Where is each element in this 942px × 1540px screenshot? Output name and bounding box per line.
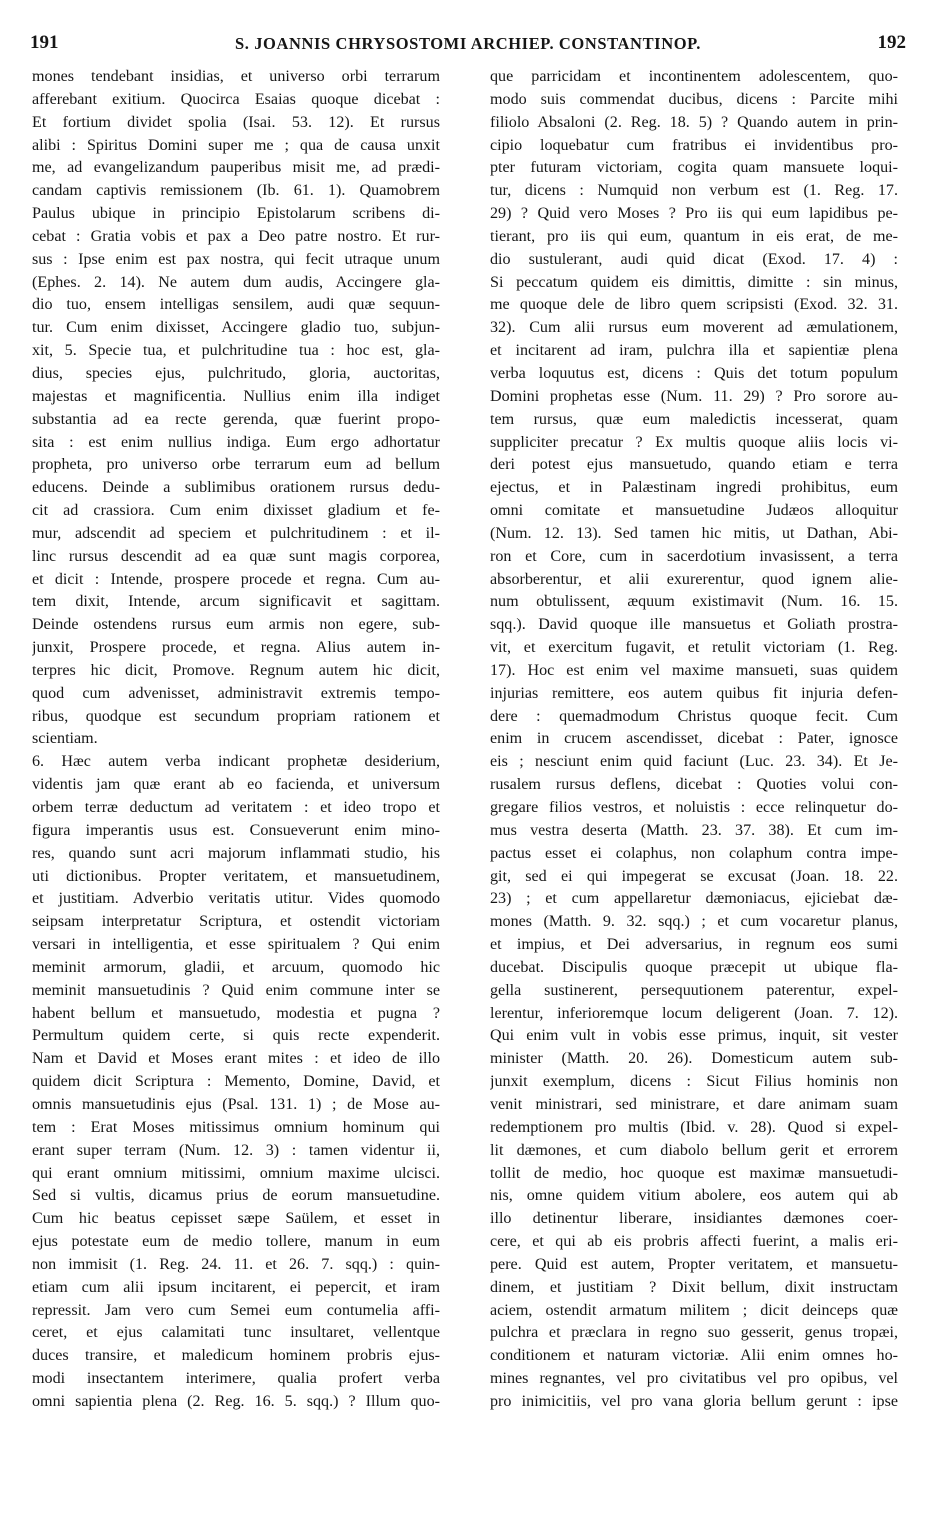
text-line: deri potest ejus mansuetudo, quando etiam e terra: [490, 456, 898, 474]
text-line: xit, 5. Specie tua, et pulchritudine tua : hoc est, gla-: [32, 342, 440, 360]
text-line: eis ; nesciunt enim quid faciunt (Luc. 23. 34). Et Je-: [490, 753, 898, 771]
text-line: dius, species ejus, pulchritudo, gloria, auctoritas,: [32, 364, 440, 382]
text-line: pactus esset ei colaphus, non colaphum contra impe-: [490, 844, 898, 862]
text-line: qui erant omnium mitissimi, omnium maxime ulcisci.: [32, 1164, 440, 1182]
running-header: [30, 32, 906, 62]
text-line: Cum hic beatus cepisset sæpe Saülem, et esset in: [32, 1210, 440, 1228]
text-line: tem : Erat Moses mitissimus omnium hominum qui: [32, 1118, 440, 1136]
text-line: Sed si vultis, dicamus prius de eorum mansuetudine.: [32, 1187, 440, 1205]
text-line: ejus potestate eum de medio tollere, manum in eum: [32, 1233, 440, 1251]
text-line: educens. Deinde a sublimibus orationem rursus dedu-: [32, 479, 440, 497]
text-line: et dicit : Intende, prospere procede et regna. Cum au-: [32, 570, 440, 588]
text-line: tem rursus, quæ eum maledictis incesserat, quam: [490, 410, 898, 428]
text-line: git, sed ei qui impegerat se excusat (Joan. 18. 22.: [490, 867, 898, 885]
text-line: candam captivis remissionem (Ib. 61. 1). Quamobrem: [32, 182, 440, 200]
page-number-right: 192: [877, 32, 906, 53]
text-line: seipsam interpretatur Scriptura, et ostendit victoriam: [32, 913, 440, 931]
text-line: etiam cum alii ipsum incitarent, ei pepercit, et iram: [32, 1278, 440, 1296]
text-line: figura imperantis usus est. Consueverunt enim mino-: [32, 821, 440, 839]
text-line: pere. Quid est autem, Propter veritatem, et mansuetu-: [490, 1255, 898, 1273]
text-line: videntis jam quæ erant ab eo facienda, et universum: [32, 776, 440, 794]
text-line: afferebant exitium. Quocirca Esaias quoque dicebat :: [32, 90, 440, 108]
text-line: tem dixit, Intende, arcum significavit et sagittam.: [32, 593, 440, 611]
text-line: mus vestra deserta (Matth. 23. 37. 38). Et cum im-: [490, 821, 898, 839]
text-line: 32). Cum alii rursus eum moverent ad æmulationem,: [490, 319, 898, 337]
text-line: lit dæmones, et cum diabolo bellum gerit et errorem: [490, 1141, 898, 1159]
text-line: substantia ad ea recte gerenda, quæ fuerint propo-: [32, 410, 440, 428]
text-line: dinem, et justitiam ? Dixit bellum, dixit instructam: [490, 1278, 898, 1296]
text-line: mones (Matth. 9. 32. sqq.) ; et cum vocaretur planus,: [490, 913, 898, 931]
text-line: Deinde ostendens rursus eum armis non egere, sub-: [32, 616, 440, 634]
text-line: omni comitate et mansuetudine Judæos alloquitur: [490, 502, 898, 520]
text-line: conditionem et naturam victoriæ. Alii enim omnes ho-: [490, 1347, 898, 1365]
text-line: erant super terram (Num. 12. 3) : tamen videntur ii,: [32, 1141, 440, 1159]
text-line: propheta, pro universo orbe terrarum eum ad bellum: [32, 456, 440, 474]
text-line: 29) ? Quid vero Moses ? Pro iis qui eum lapidibus pe-: [490, 205, 898, 223]
text-line: lerentur, inferioremque locum deligerent (Joan. 7. 12).: [490, 1004, 898, 1022]
text-line: orbem terræ deductum ad veritatem : et ideo tropo et: [32, 799, 440, 816]
text-line: non immisit (1. Reg. 24. 11. et 26. 7. sqq.) : quin-: [32, 1255, 440, 1273]
text-line: tur. Cum enim dixisset, Accingere gladio tuo, subjun-: [32, 319, 440, 337]
text-line: duces transire, et maledicum hominem probris ejus-: [32, 1347, 440, 1365]
text-line: me quoque dele de libro quem scripsisti (Exod. 32. 31.: [490, 296, 898, 314]
text-line: et justitiam. Adverbio veritatis utitur. Vides quomodo: [32, 890, 440, 908]
text-line: cere, et qui ab eis probris affecti fuerint, a malis eri-: [490, 1233, 898, 1251]
text-line: et incitarent ad iram, pulchra illa et sapientiæ plena: [490, 342, 898, 360]
text-line: injurias remittere, eos autem quibus fit injuria defen-: [490, 684, 898, 702]
running-title: S. JOANNIS CHRYSOSTOMI ARCHIEP. CONSTANTINOP.: [234, 34, 702, 53]
text-line: me, ad evangelizandum pauperibus misit me, ad prædi-: [32, 159, 440, 177]
text-line: tollit de medio, hoc quoque est maximæ mansuetudi-: [490, 1164, 898, 1182]
text-line: sita : est enim nullius indiga. Eum ergo adhortatur: [32, 433, 440, 451]
text-line: meminit armorum, gladii, et arcuum, quomodo hic: [32, 958, 440, 976]
text-line: minister (Matth. 20. 26). Domesticum autem sub-: [490, 1050, 898, 1068]
text-line: quod cum advenisset, administravit extremis tempo-: [32, 684, 440, 702]
text-line: pter futuram victoriam, cogita quam mansuete loqui-: [490, 159, 898, 177]
text-line: gregare filios vestros, et noluistis : ecce relinquetur do-: [490, 799, 898, 816]
text-line: dere : quemadmodum Christus quoque fecit. Cum: [490, 707, 898, 725]
text-line: aciem, ostendit armatum militem ; dicit deinceps quæ: [490, 1301, 898, 1319]
text-line: repressit. Jam vero cum Semei eum contumelia affi-: [32, 1301, 440, 1319]
text-line: redemptionem pro multis (Ibid. v. 28). Quod si expel-: [490, 1118, 898, 1136]
text-line: pro inimicitiis, vel pro vana gloria bellum gerunt : ipse: [490, 1392, 898, 1410]
text-line: Et fortium dividet spolia (Isai. 53. 12). Et rursus: [32, 113, 440, 131]
text-line: junxit exemplum, dicens : Sicut Filius hominis non: [490, 1073, 898, 1091]
text-line: et impius, et Dei adversarius, in regnum eos sumi: [490, 936, 898, 954]
text-line: num obtulissent, æquum existimavit (Num. 16. 15.: [490, 593, 898, 611]
text-line: illo detinentur liberare, insidiantes dæmones coer-: [490, 1210, 898, 1228]
text-line: vit, et exercitum fugavit, et retulit victoriam (1. Reg.: [490, 639, 898, 657]
text-line: gella sustinerent, persequutionem paterentur, expel-: [490, 981, 898, 999]
text-line: tierant, pro iis qui eum, quantum in eis erat, de me-: [490, 227, 898, 245]
page-number-left: 191: [30, 32, 59, 53]
text-line: enim in crucem ascendisset, dicebat : Pater, ignosce: [490, 730, 898, 748]
text-line: ejectus, et in Palæstinam ingredi prohibitus, eum: [490, 479, 898, 497]
text-line: res, quando sunt acri majorum inflammati studio, his: [32, 844, 440, 862]
left-column: [32, 66, 440, 1414]
text-line: Paulus ubique in principio Epistolarum scribens di-: [32, 205, 440, 223]
text-line: mines regnantes, vel pro civitatibus vel pro opibus, vel: [490, 1370, 898, 1388]
text-line: versari in intelligentia, et esse spiritualem ? Qui enim: [32, 936, 440, 954]
right-column: [490, 66, 898, 1414]
text-line: filiolo Absaloni (2. Reg. 18. 5) ? Quando autem in prin-: [490, 113, 898, 131]
text-line: junxit, Prospere procede, et regna. Alius autem in-: [32, 639, 440, 657]
text-line: venit ministrari, sed ministrare, et dare animam suam: [490, 1095, 898, 1113]
text-line: cit ad crassiora. Cum enim dixisset gladium et fe-: [32, 502, 440, 520]
text-line: absorberentur, et alii exurerentur, quod ignem alie-: [490, 570, 898, 588]
text-line: mones tendebant insidias, et universo orbi terrarum: [32, 68, 440, 85]
text-line: cipio loquebatur cum fratribus ei invidentibus pro-: [490, 136, 898, 154]
text-line: pulchra et præclara in regno suo gesserit, genus tropæi,: [490, 1324, 898, 1342]
text-line: nis, omne quidem vitium abolere, eos autem qui ab: [490, 1187, 898, 1205]
text-line: modo suis commendat ducibus, dicens : Parcite mihi: [490, 90, 898, 108]
text-line: tur, dicens : Numquid non verbum est (1. Reg. 17.: [490, 182, 898, 200]
text-line: rusalem rursus deflens, dicebat : Quoties volui con-: [490, 776, 898, 794]
text-line: (Ephes. 2. 14). Ne autem dum audis, Accingere gla-: [32, 273, 440, 291]
text-line: linc rursus descendit ad ea quæ sunt magis corporea,: [32, 547, 440, 565]
text-line: scientiam.: [32, 730, 98, 748]
text-line: ceret, et ejus calamitati tunc insultaret, vellentque: [32, 1324, 440, 1342]
text-line: uti dictionibus. Propter veritatem, et mansuetudinem,: [32, 867, 440, 885]
text-line: dio tuo, ensem intelligas sensilem, audi quæ sequun-: [32, 296, 440, 314]
text-line: Qui enim vult in vobis esse primus, inquit, sit vester: [490, 1027, 898, 1045]
text-line: cebat : Gratia vobis et pax a Deo patre nostro. Et rur-: [32, 227, 440, 245]
text-line: quidem dicit Scriptura : Memento, Domine, David, et: [32, 1073, 440, 1091]
text-line: alibi : Spiritus Domini super me ; qua de causa unxit: [32, 136, 440, 154]
text-line: 6. Hæc autem verba indicant prophetæ desiderium,: [32, 753, 440, 771]
text-line: meminit mansuetudinis ? Quid enim commune inter se: [32, 981, 440, 999]
text-line: majestas et magnificentia. Nullius enim illa indiget: [32, 387, 440, 405]
text-line: Permultum quidem certe, si quis recte expenderit.: [32, 1027, 440, 1045]
text-line: ron et Core, cum in sacerdotium invasissent, a terra: [490, 547, 898, 565]
text-line: suppliciter precatur ? Ex multis quoque aliis locis vi-: [490, 433, 898, 451]
text-line: 23) ; et cum appellaretur dæmoniacus, ejiciebat dæ-: [490, 890, 898, 908]
text-line: verba loquutus est, dicens : Quis det totum populum: [490, 364, 898, 382]
text-line: que parricidam et incontinentem adolescentem, quo-: [490, 68, 898, 85]
text-line: sqq.). David quoque ille mansuetus et Goliath prostra-: [490, 616, 898, 634]
text-line: Nam et David et Moses erant mites : et ideo de illo: [32, 1050, 440, 1068]
text-line: (Num. 12. 13). Sed tamen hic mitis, ut Dathan, Abi-: [490, 524, 898, 542]
text-line: ribus, quodque est secundum propriam rationem et: [32, 707, 440, 725]
text-line: omnis mansuetudinis ejus (Psal. 131. 1) ; de Mose au-: [32, 1095, 440, 1113]
text-line: Si peccatum quidem eis dimittis, dimitte : sin minus,: [490, 273, 898, 291]
text-line: ducebat. Discipulis quoque præcepit ut ubique fla-: [490, 958, 898, 976]
text-line: dio sustulerant, audi quid dicat (Exod. 17. 4) :: [490, 250, 898, 268]
text-line: terpres hic dicit, Promove. Regnum autem hic dicit,: [32, 661, 440, 679]
text-line: Domini prophetas esse (Num. 11. 29) ? Pro sorore au-: [490, 387, 898, 405]
text-line: omni sapientia plena (2. Reg. 16. 5. sqq.) ? Illum quo-: [32, 1392, 440, 1410]
text-line: modi insectantem interimere, qualia profert verba: [32, 1370, 440, 1388]
text-line: mur, adscendit ad speciem et pulchritudinem : et il-: [32, 524, 440, 542]
text-line: sus : Ipse enim est pax nostra, qui fecit utraque unum: [32, 250, 440, 268]
text-line: 17). Hoc est enim vel maxime mansueti, suas quidem: [490, 661, 898, 679]
text-line: habent bellum et mansuetudo, modestia et pugna ?: [32, 1004, 440, 1022]
